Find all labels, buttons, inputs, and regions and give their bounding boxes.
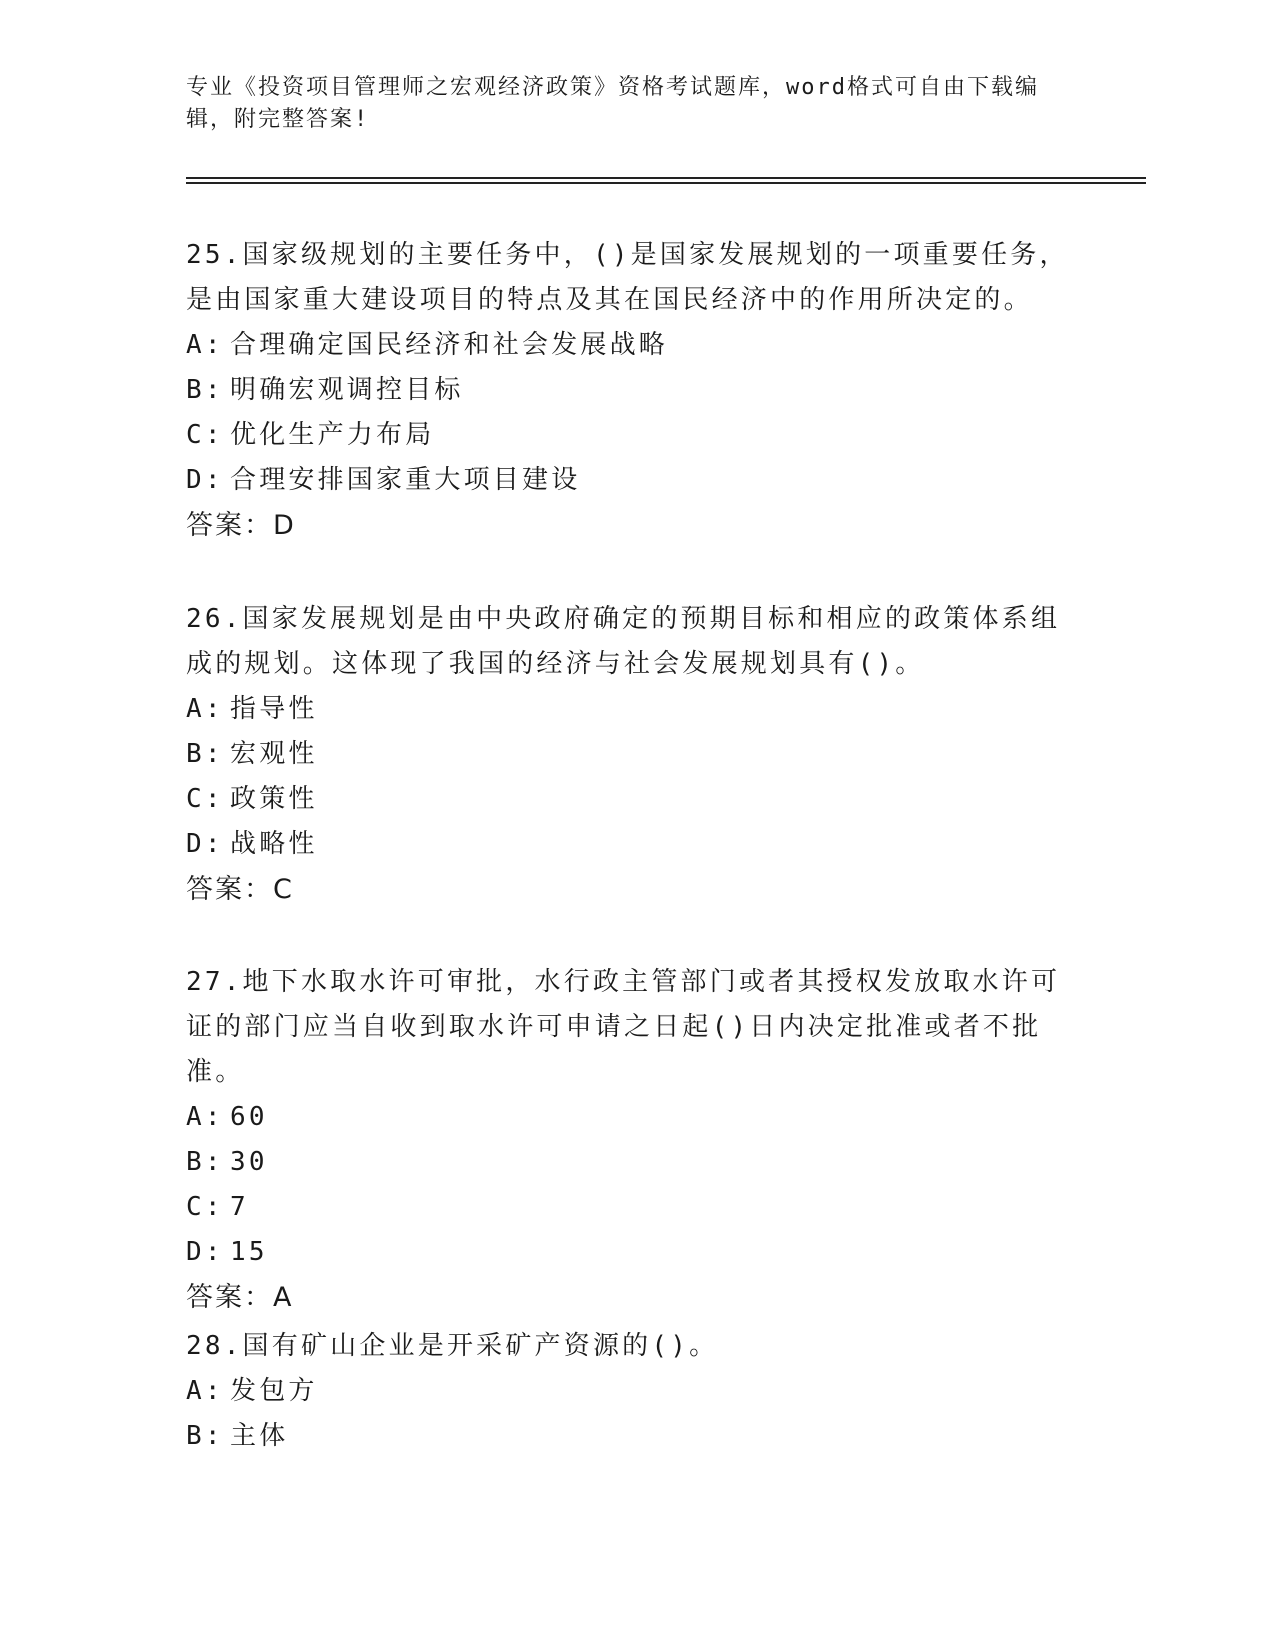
option-text: 15 xyxy=(230,1237,268,1267)
option-text: 优化生产力布局 xyxy=(230,420,435,450)
option-text: 发包方 xyxy=(230,1376,318,1406)
option-key: D: xyxy=(186,1237,224,1267)
question-25 xyxy=(186,233,1086,548)
question-28 xyxy=(186,1324,1086,1459)
option-d xyxy=(186,822,1086,867)
question-stem: 26.国家发展规划是由中央政府确定的预期目标和相应的政策体系组成的规划。这体现了我国的经济与社会发展规划具有()。 xyxy=(186,604,1061,679)
option-b xyxy=(186,1414,1086,1459)
option-key: D: xyxy=(186,829,224,859)
option-text: 60 xyxy=(230,1102,268,1132)
option-text: 指导性 xyxy=(230,694,318,724)
option-b xyxy=(186,1140,1086,1185)
option-text: 宏观性 xyxy=(230,739,318,769)
option-key: C: xyxy=(186,784,224,814)
option-key: A: xyxy=(186,330,224,360)
question-stem: 28.国有矿山企业是开采矿产资源的()。 xyxy=(186,1331,719,1361)
option-d xyxy=(186,1230,1086,1275)
question-stem: 25.国家级规划的主要任务中，()是国家发展规划的一项重要任务，是由国家重大建设项目的特点及其在国民经济中的作用所决定的。 xyxy=(186,240,1069,315)
document-header: 专业《投资项目管理师之宏观经济政策》资格考试题库，word格式可自由下载编辑，附完整答案! xyxy=(186,75,1039,132)
option-key: C: xyxy=(186,420,224,450)
option-key: B: xyxy=(186,375,224,405)
option-text: 30 xyxy=(230,1147,268,1177)
option-a xyxy=(186,687,1086,732)
option-text: 明确宏观调控目标 xyxy=(230,375,464,405)
option-c xyxy=(186,413,1086,458)
answer-line: 答案：C xyxy=(186,874,294,905)
answer-line: 答案：A xyxy=(186,1282,294,1313)
question-26 xyxy=(186,597,1086,912)
option-key: A: xyxy=(186,1102,224,1132)
option-c xyxy=(186,1185,1086,1230)
option-a xyxy=(186,1095,1086,1140)
option-b xyxy=(186,368,1086,413)
header-divider-top xyxy=(186,177,1146,179)
option-a xyxy=(186,1369,1086,1414)
option-b xyxy=(186,732,1086,777)
option-key: C: xyxy=(186,1192,224,1222)
option-key: A: xyxy=(186,1376,224,1406)
option-key: B: xyxy=(186,1421,224,1451)
question-stem: 27.地下水取水许可审批，水行政主管部门或者其授权发放取水许可证的部门应当自收到取水许可申请之日起()日内决定批准或者不批准。 xyxy=(186,967,1061,1087)
option-key: B: xyxy=(186,1147,224,1177)
answer-line: 答案：D xyxy=(186,510,296,541)
option-text: 合理确定国民经济和社会发展战略 xyxy=(230,330,669,360)
option-key: A: xyxy=(186,694,224,724)
question-27 xyxy=(186,960,1086,1320)
option-key: D: xyxy=(186,465,224,495)
option-a xyxy=(186,323,1086,368)
header-divider-bottom xyxy=(186,182,1146,184)
option-text: 合理安排国家重大项目建设 xyxy=(230,465,581,495)
option-c xyxy=(186,777,1086,822)
option-text: 战略性 xyxy=(230,829,318,859)
option-text: 政策性 xyxy=(230,784,318,814)
option-text: 主体 xyxy=(230,1421,289,1451)
option-text: 7 xyxy=(230,1192,249,1222)
option-d xyxy=(186,458,1086,503)
option-key: B: xyxy=(186,739,224,769)
